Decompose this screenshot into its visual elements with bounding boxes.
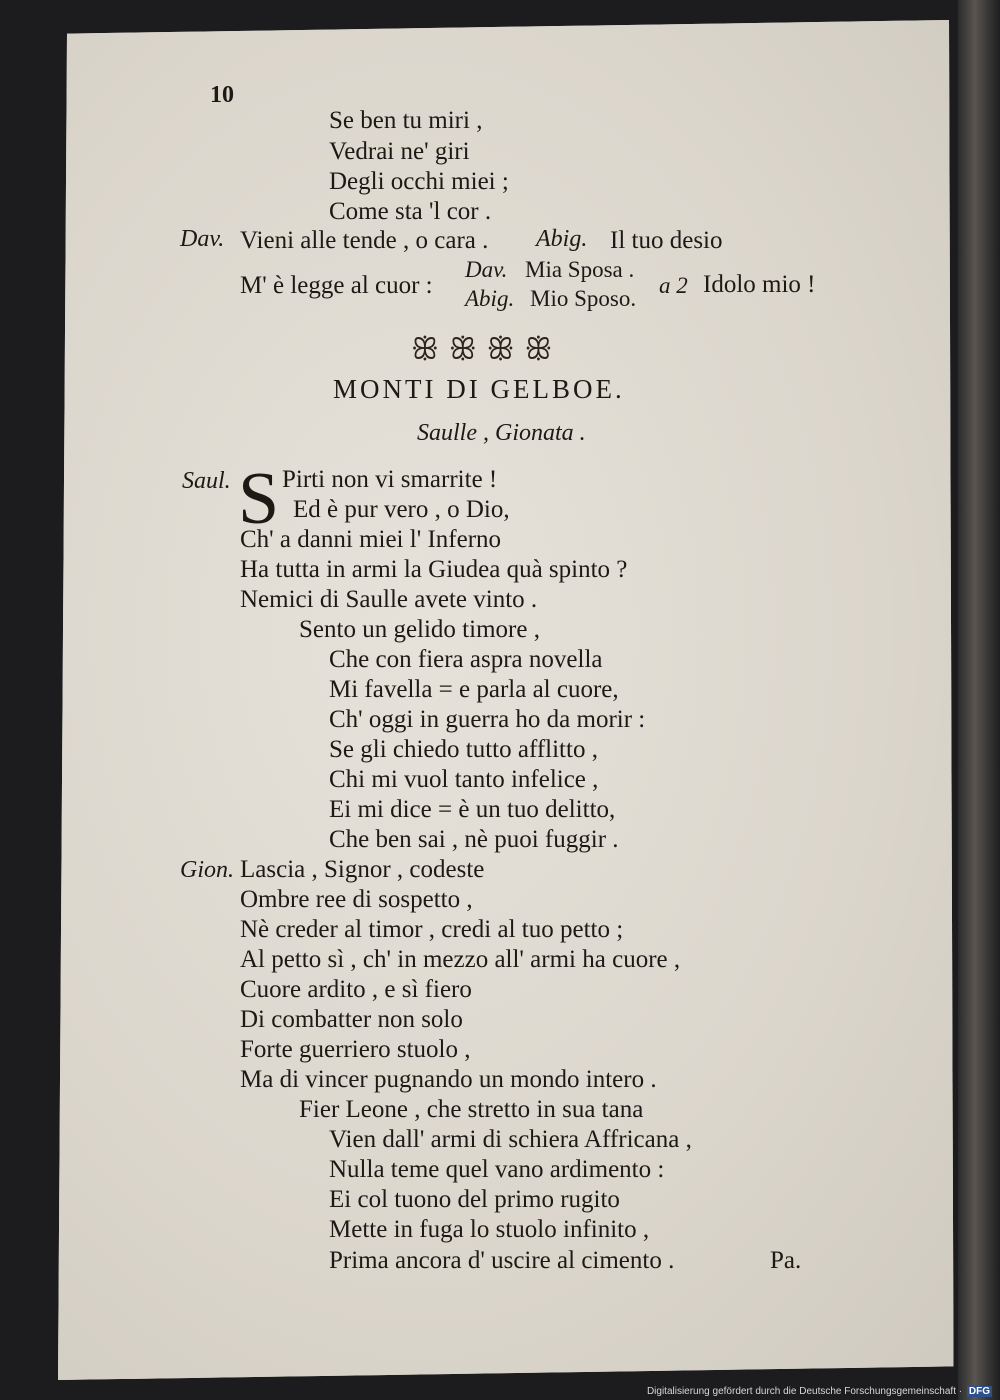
verse-line: Mia Sposa . (525, 257, 635, 282)
scene-characters: Saulle , Gionata . (417, 420, 586, 446)
verse-line: Prima ancora d' uscire al cimento . (329, 1247, 675, 1274)
verse-line: Di combatter non solo (240, 1006, 463, 1033)
verse-line: Ei col tuono del primo rugito (329, 1186, 620, 1213)
verse-line: Sento un gelido timore , (299, 616, 540, 643)
verse-line: Idolo mio ! (703, 271, 816, 298)
verse-line: Ch' a danni miei l' Inferno (240, 526, 502, 553)
verse-line: Se gli chiedo tutto afflitto , (329, 736, 598, 763)
verse-line: Ma di vincer pugnando un mondo intero . (240, 1066, 657, 1093)
verse-line: Ed è pur vero , o Dio, (293, 496, 510, 523)
verse-line: Chi mi vuol tanto infelice , (329, 766, 599, 793)
verse-line: Come sta 'l cor . (329, 198, 492, 225)
verse-line: Mio Sposo. (530, 286, 637, 311)
verse-line: Ch' oggi in guerra ho da morir : (329, 706, 646, 733)
verse-line: Cuore ardito , e sì fiero (240, 976, 472, 1003)
digitization-credit (647, 1386, 992, 1397)
verse-line: Nulla teme quel vano ardimento : (329, 1156, 665, 1183)
verse-line: Forte guerriero stuolo , (240, 1036, 471, 1063)
speaker-label: Dav. (465, 257, 508, 282)
verse-line: Se ben tu miri , (329, 107, 483, 134)
ornament-divider: ꕥꕥꕥꕥ (411, 333, 563, 366)
speaker-label: Saul. (182, 468, 231, 494)
speaker-label: Dav. (180, 226, 225, 252)
scene-title: MONTI DI GELBOE. (333, 374, 625, 404)
verse-line: M' è legge al cuor : (240, 272, 433, 299)
verse-line: Mette in fuga lo stuolo infinito , (329, 1216, 650, 1243)
verse-line: Ombre ree di sospetto , (240, 886, 473, 913)
verse-line: Mi favella = e parla al cuore, (329, 676, 619, 703)
speaker-label: a 2 (659, 273, 688, 298)
speaker-label: Gion. (180, 857, 234, 883)
verse-line: Vien dall' armi di schiera Affricana , (329, 1126, 692, 1153)
verse-line: Al petto sì , ch' in mezzo all' armi ha cuore , (240, 946, 681, 973)
drop-cap: S (238, 458, 280, 540)
page-number: 10 (210, 82, 234, 108)
catchword: Pa. (770, 1247, 802, 1274)
verse-line: Vedrai ne' giri (329, 138, 470, 165)
verse-line: Che con fiera aspra novella (329, 646, 603, 673)
verse-line: Vieni alle tende , o cara . (240, 227, 489, 254)
speaker-label: Abig. (465, 286, 515, 311)
verse-line: Degli occhi miei ; (329, 168, 509, 195)
speaker-label: Abig. (536, 226, 588, 252)
verse-line: Fier Leone , che stretto in sua tana (299, 1096, 644, 1123)
verse-line: Lascia , Signor , codeste (240, 856, 485, 883)
verse-line: Ei mi dice = è un tuo delitto, (329, 796, 616, 823)
verse-line: Che ben sai , nè puoi fuggir . (329, 826, 619, 853)
verse-line: Il tuo desio (610, 227, 723, 254)
book-spine (958, 0, 1000, 1400)
verse-line: Nè creder al timor , credi al tuo petto ; (240, 916, 624, 943)
verse-line: Ha tutta in armi la Giudea quà spinto ? (240, 556, 628, 583)
verse-line: Pirti non vi smarrite ! (282, 466, 498, 493)
verse-line: Nemici di Saulle avete vinto . (240, 586, 538, 613)
dfg-logo: DFG (968, 1386, 990, 1397)
credit-text: Digitalisierung gefördert durch die Deutsche Forschungsgemeinschaft · (646, 1386, 963, 1397)
